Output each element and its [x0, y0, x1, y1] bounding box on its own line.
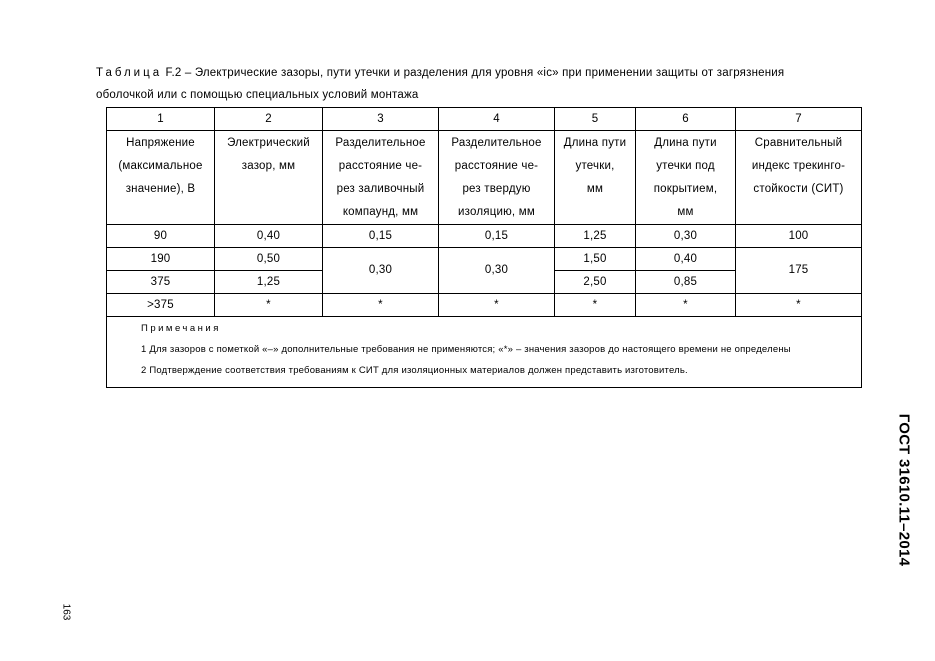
- header-cti: [736, 131, 862, 225]
- table-caption: [96, 62, 886, 106]
- cell: *: [439, 294, 555, 317]
- cell: 375: [107, 271, 215, 294]
- clearance-table: [106, 107, 862, 388]
- cell: 90: [107, 225, 215, 248]
- col-num: 4: [439, 108, 555, 131]
- cell: 0,50: [215, 248, 323, 271]
- cell: 190: [107, 248, 215, 271]
- col-num: 2: [215, 108, 323, 131]
- header-line: мм: [586, 183, 604, 195]
- cell: 100: [736, 225, 862, 248]
- cell: *: [736, 294, 862, 317]
- header-creepage-coated: [636, 131, 736, 225]
- header-clearance: [215, 131, 323, 225]
- caption-text-line2: оболочкой или с помощью специальных условий монтажа: [96, 89, 419, 101]
- cell: 0,30: [636, 225, 736, 248]
- header-line: покрытием,: [653, 183, 718, 195]
- cell-merged: 175: [736, 248, 862, 294]
- header-line: расстояние че-: [338, 160, 423, 172]
- header-line: мм: [677, 206, 694, 218]
- note-2: 2 Подтверждение соответствия требованиям к СИТ для изоляционных материалов должен представить изготовитель.: [141, 365, 688, 376]
- cell: *: [323, 294, 439, 317]
- col-num: 5: [555, 108, 636, 131]
- notes-row: [107, 317, 862, 388]
- col-num: 7: [736, 108, 862, 131]
- caption-text-line1: F.2 – Электрические зазоры, пути утечки и разделения для уровня «ic» при применении защиты от загрязнения: [162, 67, 785, 79]
- caption-label: Таблица: [96, 67, 163, 79]
- header-line: значение), В: [125, 183, 196, 195]
- header-line: Длина пути: [563, 137, 627, 149]
- cell: *: [636, 294, 736, 317]
- header-line: зазор, мм: [241, 160, 296, 172]
- header-line: Длина пути: [654, 137, 717, 149]
- table-row: [107, 225, 862, 248]
- header-line: утечки,: [575, 160, 615, 172]
- column-number-row: [107, 108, 862, 131]
- header-creepage: [555, 131, 636, 225]
- header-line: Разделительное: [335, 137, 426, 149]
- cell: *: [555, 294, 636, 317]
- table-row: [107, 294, 862, 317]
- header-line: изоляцию, мм: [458, 206, 535, 218]
- header-line: Разделительное: [451, 137, 542, 149]
- header-row: [107, 131, 862, 225]
- table-row: [107, 248, 862, 271]
- cell: 1,25: [555, 225, 636, 248]
- standard-number: ГОСТ 31610.11–2014: [895, 413, 913, 567]
- cell-merged: 0,30: [439, 248, 555, 294]
- cell: 0,85: [636, 271, 736, 294]
- header-line: утечки под: [656, 160, 715, 172]
- cell: 0,15: [439, 225, 555, 248]
- header-line: Электрический: [227, 137, 310, 149]
- cell: >375: [107, 294, 215, 317]
- header-line: (максимальное: [118, 160, 203, 172]
- header-compound-distance: [323, 131, 439, 225]
- cell: 1,50: [555, 248, 636, 271]
- cell: *: [215, 294, 323, 317]
- col-num: 6: [636, 108, 736, 131]
- header-line: Напряжение: [126, 137, 195, 149]
- header-voltage: [107, 131, 215, 225]
- notes-title: Примечания: [141, 323, 221, 334]
- cell: 0,40: [636, 248, 736, 271]
- cell: 0,15: [323, 225, 439, 248]
- cell-merged: 0,30: [323, 248, 439, 294]
- page-number: 163: [60, 603, 72, 621]
- cell: 0,40: [215, 225, 323, 248]
- header-line: рез твердую: [462, 183, 531, 195]
- notes-cell: [107, 317, 862, 388]
- header-line: рез заливочный: [336, 183, 425, 195]
- header-line: Сравнительный: [754, 137, 843, 149]
- col-num: 3: [323, 108, 439, 131]
- header-solid-insulation-distance: [439, 131, 555, 225]
- header-line: индекс трекинго-: [751, 160, 846, 172]
- cell: 2,50: [555, 271, 636, 294]
- header-line: расстояние че-: [454, 160, 539, 172]
- header-line: компаунд, мм: [342, 206, 419, 218]
- col-num: 1: [107, 108, 215, 131]
- header-line: стойкости (СИТ): [753, 183, 844, 195]
- cell: 1,25: [215, 271, 323, 294]
- note-1: 1 Для зазоров с пометкой «–» дополнительные требования не применяются; «*» – значения зазоров до настоящего времени не определены: [141, 344, 791, 355]
